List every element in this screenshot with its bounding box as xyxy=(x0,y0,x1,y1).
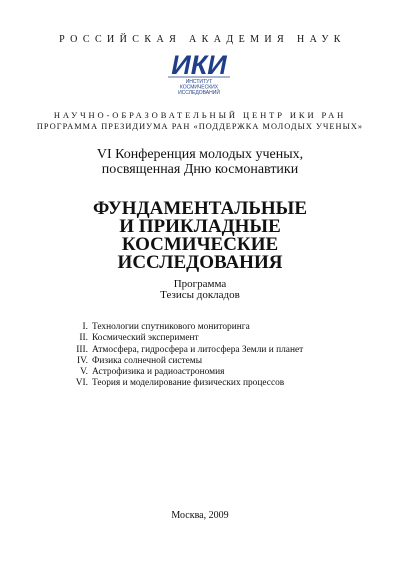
program-name: ПРОГРАММА ПРЕЗИДИУМА РАН «ПОДДЕРЖКА МОЛОДЫХ УЧЕНЫХ» xyxy=(36,122,364,131)
section-number: II. xyxy=(79,333,88,344)
section-item xyxy=(70,322,303,333)
subtitle-line-1: Программа xyxy=(173,278,227,290)
section-item xyxy=(70,378,303,389)
logo-caption-line-3: ИССЛЕДОВАНИЙ xyxy=(178,90,220,96)
section-number: I. xyxy=(82,322,88,332)
section-item xyxy=(70,333,303,344)
conference-line-2: посвященная Дню космонавтики xyxy=(101,162,299,177)
logo-letters: ИКИ xyxy=(171,50,227,80)
subtitle xyxy=(0,279,400,301)
section-item xyxy=(70,345,303,356)
title-line-2: И ПРИКЛАДНЫЕ xyxy=(119,216,281,237)
subtitle-line-2: Тезисы докладов xyxy=(160,289,240,301)
section-label: Атмосфера, гидросфера и литосфера Земли и планет xyxy=(92,344,304,355)
section-list xyxy=(70,322,303,390)
iki-logo xyxy=(164,50,234,96)
logo-caption-line-1: ИНСТИТУТ xyxy=(185,79,213,85)
section-label: Космический эксперимент xyxy=(92,333,199,344)
section-label: Астрофизика и радиоастрономия xyxy=(92,367,225,378)
conference-heading xyxy=(0,147,400,177)
title-line-3: КОСМИЧЕСКИЕ xyxy=(121,234,279,255)
section-number: V. xyxy=(80,367,88,378)
city-year: Москва, 2009 xyxy=(171,510,229,521)
center-name: НАУЧНО-ОБРАЗОВАТЕЛЬНЫЙ ЦЕНТР ИКИ РАН xyxy=(53,110,347,120)
section-label: Теория и моделирование физических процессов xyxy=(92,378,285,389)
section-number: III. xyxy=(76,344,88,355)
conference-line-1: VI Конференция молодых ученых, xyxy=(96,147,304,162)
iki-logo-mark xyxy=(168,50,230,80)
section-label: Физика солнечной системы xyxy=(92,355,203,366)
section-label: Технологии спутникового мониторинга xyxy=(92,322,250,332)
title-line-1: ФУНДАМЕНТАЛЬНЫЕ xyxy=(92,198,308,219)
logo-caption-line-2: КОСМИЧЕСКИХ xyxy=(179,84,219,91)
main-title xyxy=(0,200,400,272)
academy-name: РОССИЙСКАЯ АКАДЕМИЯ НАУК xyxy=(59,34,346,45)
title-line-4: ИССЛЕДОВАНИЯ xyxy=(117,252,283,273)
section-number: IV. xyxy=(76,355,88,366)
section-number: VI. xyxy=(75,378,88,389)
section-item xyxy=(70,367,303,378)
section-item xyxy=(70,356,303,367)
